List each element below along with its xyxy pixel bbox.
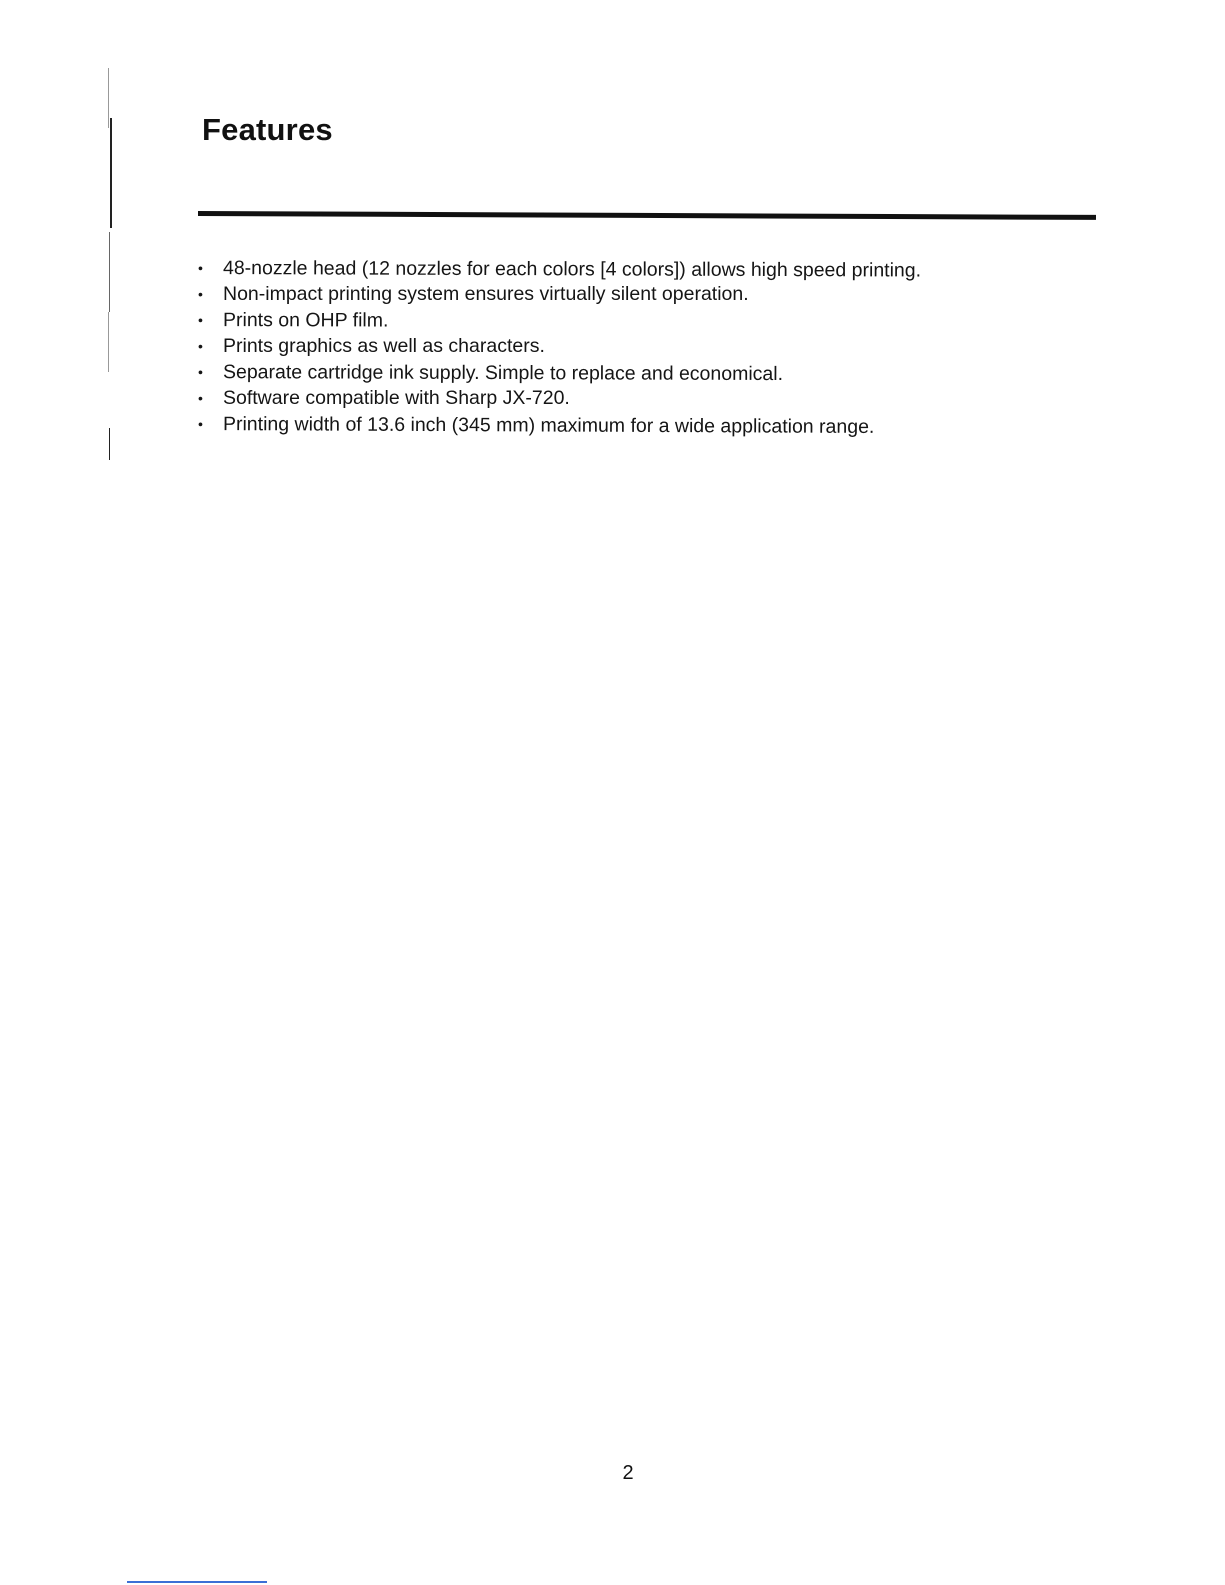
bullet-icon: • [198,338,203,354]
scan-artifact [108,312,109,372]
bullet-icon: • [197,260,203,277]
bullet-icon: • [197,364,203,381]
list-item [198,281,921,307]
feature-text: Printing width of 13.6 inch (345 mm) maximum for a wide application range. [222,413,875,438]
bullet-icon: • [197,312,203,329]
feature-text: Software compatible with Sharp JX-720. [223,387,570,409]
feature-text: Separate cartridge ink supply. Simple to replace and economical. [222,361,784,386]
feature-text: 48-nozzle head (12 nozzles for each colors [4 colors]) allows high speed printing. [222,257,922,282]
list-item [198,411,921,440]
scan-artifact [109,428,110,460]
list-item [198,385,921,411]
bullet-icon: • [197,416,203,433]
list-item [198,255,921,284]
scan-artifact [108,68,109,128]
list-item [198,333,921,359]
scan-artifact [109,232,110,312]
page-number: 2 [622,1462,634,1484]
scan-edge-mark [127,1581,267,1583]
list-item [198,359,921,388]
scan-artifact [110,118,112,228]
list-item [198,307,921,335]
bullet-icon: • [198,286,203,302]
feature-text: Prints on OHP film. [222,309,389,332]
feature-list [198,255,921,437]
title-divider [198,211,1096,220]
feature-text: Prints graphics as well as characters. [223,335,545,357]
page-title: Features [202,112,333,147]
feature-text: Non-impact printing system ensures virtually silent operation. [223,283,749,305]
bullet-icon: • [198,390,203,406]
